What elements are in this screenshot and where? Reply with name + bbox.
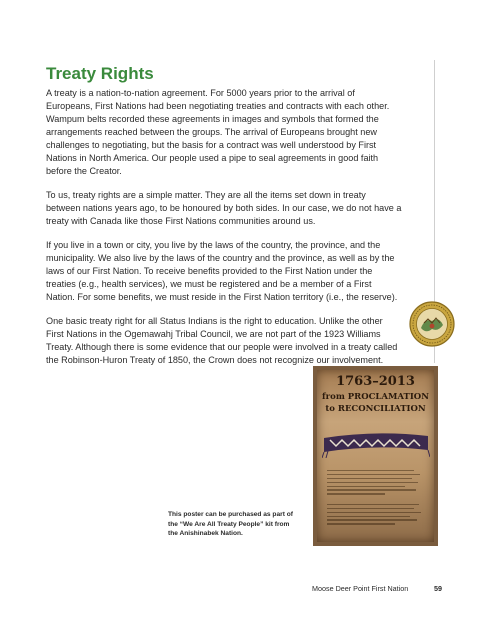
treaty-medal-icon bbox=[409, 301, 455, 347]
paragraph-2: To us, treaty rights are a simple matter. They are all the items set down in treaty between nations years ago, to be honoured by both sides. In our case, we do not have a treaty with Canada like those First Nations communities around us. bbox=[46, 190, 402, 226]
section-heading: Treaty Rights bbox=[46, 64, 154, 83]
wampum-belt-image bbox=[322, 428, 430, 458]
poster-years: 1763–2013 bbox=[336, 374, 415, 389]
poster-line-1: from PROCLAMATION bbox=[322, 392, 429, 402]
paragraph-3: If you live in a town or city, you live by the laws of the country, the province, and the municipality. We also live by the laws of the country and the province, as well as by the laws of our First Nation. To receive benefits provided to the First Nation under the treaties (e.g., health services), we must be registered and be a member of a First Nation. For some benefits, we must reside in the First Nation territory (i.e., the reserve). bbox=[46, 240, 398, 302]
treaty-poster-image bbox=[313, 366, 438, 546]
footer-community-name: Moose Deer Point First Nation bbox=[312, 584, 409, 593]
poster-caption: This poster can be purchased as part of the “We Are All Treaty People” kit from the Anishinabek Nation. bbox=[168, 511, 293, 538]
paragraph-4: One basic treaty right for all Status Indians is the right to education. Unlike the other First Nations in the Ogemawahj Tribal Council, we are not part of the 1923 Williams Treaty. Although there is some evidence that our people were involved in a treaty called the Robinson-Huron Treaty of 1850, the Crown does not recognize our involvement. bbox=[46, 316, 398, 365]
page-number: 59 bbox=[434, 584, 442, 593]
poster-fine-print bbox=[327, 470, 424, 532]
paragraph-1: A treaty is a nation-to-nation agreement. For 5000 years prior to the arrival of Europeans, First Nations had been negotiating treaties and contracts with each other. Wampum belts recorded these agreements in images and symbols that formed the arrangements reached between the groups. The arrival of Europeans brought new challenges to negotiating, but the basis for a contract was well understood by First Nations in North America. Our people used a pipe to seal agreements in good faith before the Creator. bbox=[46, 88, 390, 176]
body-text bbox=[46, 87, 402, 378]
poster-line-2: to RECONCILIATION bbox=[325, 404, 426, 414]
